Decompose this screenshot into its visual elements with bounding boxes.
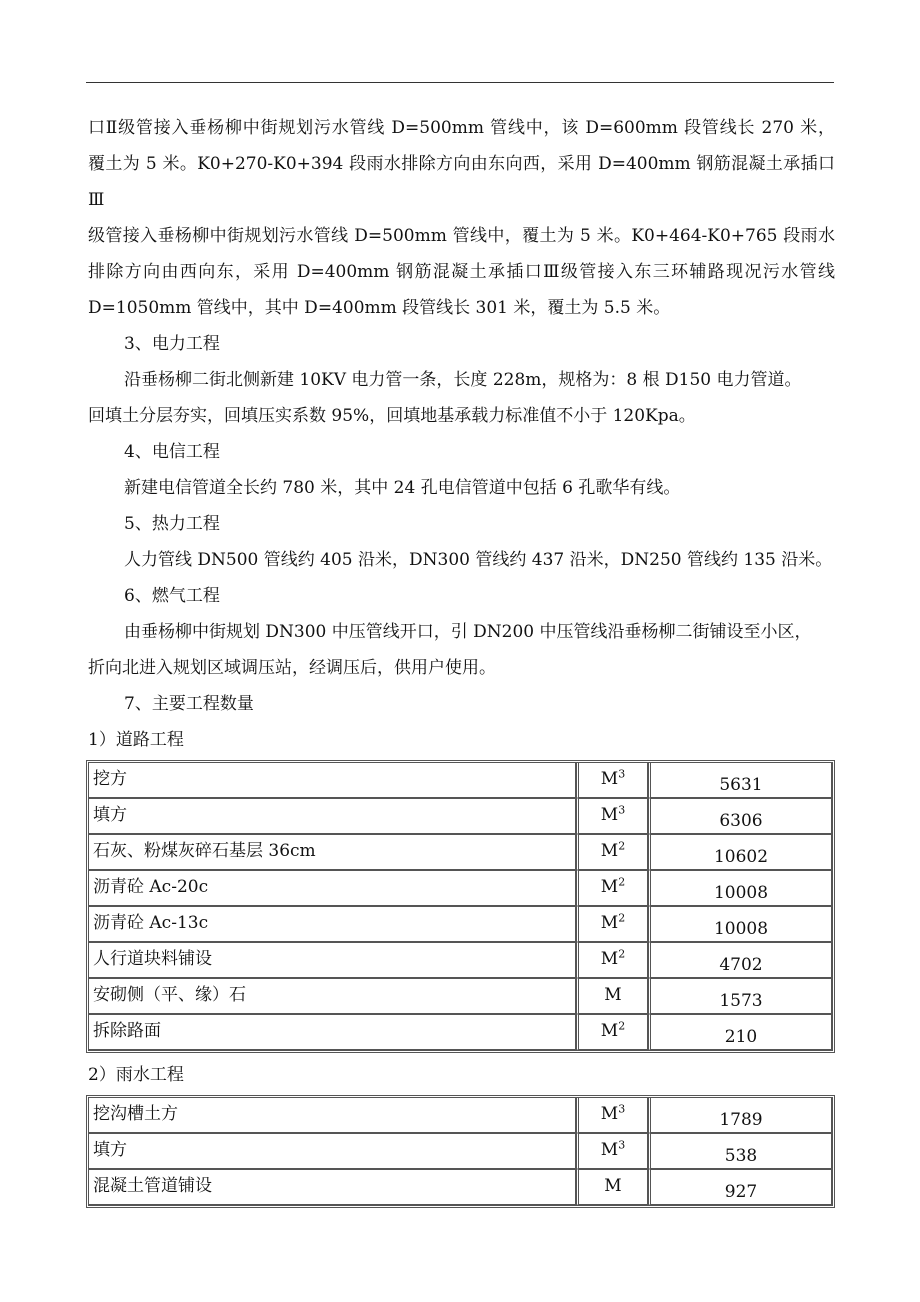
unit-text: M	[600, 805, 619, 825]
unit-text: M	[600, 769, 619, 789]
unit-exponent: 3	[618, 1102, 626, 1116]
section-heading: 5、热力工程	[124, 514, 220, 534]
unit-text: M	[600, 949, 619, 969]
item-cell: 石灰、粉煤灰碎石基层 36cm	[89, 834, 576, 870]
paragraph-line: 由垂杨柳中街规划 DN300 中压管线开口，引 DN200 中压管线沿垂杨柳二街铺设至小区，	[124, 622, 812, 642]
rain-quantity-table	[86, 1095, 835, 1208]
quantity-cell: 4702	[648, 942, 832, 978]
quantity-cell: 927	[648, 1169, 832, 1205]
unit-exponent: 3	[618, 803, 626, 817]
table-row	[89, 942, 832, 978]
item-cell: 拆除路面	[89, 1014, 576, 1050]
unit-cell	[576, 1169, 648, 1205]
paragraph-line: 折向北进入规划区域调压站，经调压后，供用户使用。	[88, 658, 496, 678]
unit-text: M	[600, 913, 619, 933]
table-row	[89, 1014, 832, 1050]
unit-text: M	[600, 841, 619, 861]
unit-exponent: 2	[618, 1019, 626, 1033]
item-cell: 填方	[89, 798, 576, 834]
unit-cell	[576, 798, 648, 834]
item-cell: 挖沟槽土方	[89, 1098, 576, 1133]
unit-cell	[576, 1133, 648, 1169]
table-row	[89, 906, 832, 942]
section-heading: 3、电力工程	[124, 334, 220, 354]
unit-exponent: 2	[618, 911, 626, 925]
document-body	[86, 0, 835, 1252]
unit-exponent: 3	[618, 767, 626, 781]
road-table-title: 1）道路工程	[88, 730, 184, 750]
paragraph-line: 新建电信管道全长约 780 米，其中 24 孔电信管道中包括 6 孔歌华有线。	[124, 478, 681, 498]
table-row	[89, 763, 832, 798]
item-cell: 人行道块料铺设	[89, 942, 576, 978]
table-row	[89, 1098, 832, 1133]
rain-table-title: 2）雨水工程	[88, 1065, 184, 1085]
item-cell: 混凝土管道铺设	[89, 1169, 576, 1205]
unit-cell	[576, 870, 648, 906]
unit-exponent: 2	[618, 875, 626, 889]
unit-text: M	[604, 1176, 622, 1196]
table-row	[89, 870, 832, 906]
paragraph-line: 排除方向由西向东，采用 D=400mm 钢筋混凝土承插口Ⅲ级管接入东三环辅路现况污水管线	[88, 262, 835, 282]
unit-exponent: 2	[618, 947, 626, 961]
paragraph-line: 口Ⅱ级管接入垂杨柳中街规划污水管线 D=500mm 管线中，该 D=600mm 段管线长 270 米，	[88, 118, 835, 138]
quantity-cell: 1573	[648, 978, 832, 1014]
quantity-cell: 10008	[648, 870, 832, 906]
unit-exponent: 3	[618, 1138, 626, 1152]
quantity-cell: 210	[648, 1014, 832, 1050]
table-row	[89, 798, 832, 834]
section-heading: 4、电信工程	[124, 442, 220, 462]
unit-text: M	[604, 985, 622, 1005]
unit-text: M	[600, 877, 619, 897]
unit-text: M	[600, 1104, 619, 1124]
unit-exponent: 2	[618, 839, 626, 853]
table-row	[89, 1169, 832, 1205]
table-row	[89, 1133, 832, 1169]
paragraph-line: D=1050mm 管线中，其中 D=400mm 段管线长 301 米，覆土为 5.5 米。	[88, 298, 671, 318]
paragraph-line: 级管接入垂杨柳中街规划污水管线 D=500mm 管线中，覆土为 5 米。K0+464-K0+765 段雨水	[88, 226, 835, 246]
unit-cell	[576, 834, 648, 870]
quantity-cell: 6306	[648, 798, 832, 834]
item-cell: 沥青砼 Ac-13c	[89, 906, 576, 942]
quantity-cell: 538	[648, 1133, 832, 1169]
item-cell: 挖方	[89, 763, 576, 798]
item-cell: 填方	[89, 1133, 576, 1169]
paragraph-line: 回填土分层夯实，回填压实系数 95%，回填地基承载力标准值不小于 120Kpa。	[88, 406, 696, 426]
section-heading: 6、燃气工程	[124, 586, 220, 606]
quantity-cell: 10008	[648, 906, 832, 942]
unit-cell	[576, 906, 648, 942]
item-cell: 沥青砼 Ac-20c	[89, 870, 576, 906]
quantity-cell: 10602	[648, 834, 832, 870]
paragraph-line: 沿垂杨柳二街北侧新建 10KV 电力管一条，长度 228m，规格为：8 根 D150 电力管道。	[124, 370, 802, 390]
paragraph-line: 人力管线 DN500 管线约 405 沿米，DN300 管线约 437 沿米，DN250 管线约 135 沿米。	[124, 550, 833, 570]
unit-cell	[576, 1098, 648, 1133]
road-quantity-table	[86, 760, 835, 1053]
unit-cell	[576, 978, 648, 1014]
unit-cell	[576, 942, 648, 978]
quantity-cell: 5631	[648, 763, 832, 798]
unit-cell	[576, 1014, 648, 1050]
section-heading: 7、主要工程数量	[124, 694, 254, 714]
paragraph-line: 覆土为 5 米。K0+270-K0+394 段雨水排除方向由东向西，采用 D=400mm 钢筋混凝土承插口Ⅲ	[88, 154, 835, 210]
table-row	[89, 834, 832, 870]
quantity-cell: 1789	[648, 1098, 832, 1133]
unit-text: M	[600, 1021, 619, 1041]
unit-text: M	[600, 1140, 619, 1160]
unit-cell	[576, 763, 648, 798]
table-row	[89, 978, 832, 1014]
item-cell: 安砌侧（平、缘）石	[89, 978, 576, 1014]
